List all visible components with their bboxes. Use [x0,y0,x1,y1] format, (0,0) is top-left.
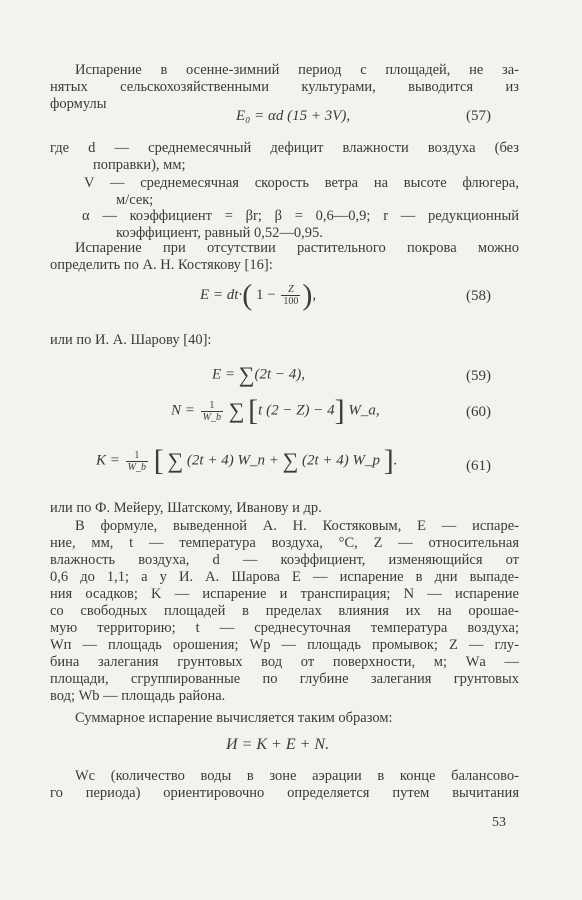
paragraph-line: формулы [50,96,107,112]
eq58-one: 1 − [255,286,276,303]
equation-number: (58) [466,288,491,304]
eq61-tail: . [393,452,398,469]
sum-sign: ∑ [238,362,255,387]
paragraph-line: бина залегания грунтовых вод от поверхности, м; Wа — [50,654,519,670]
eq58-lhs: E = dt· [200,286,243,303]
fraction [281,284,300,307]
paragraph-line: ние, мм, t — температура воздуха, °С, Z — относительная [50,535,519,551]
right-paren: ) [302,278,313,312]
sum-sign: ∑ [228,398,245,423]
eq61-body-2: (2t + 4) W_p [302,452,381,469]
fraction [201,400,223,423]
eq60-body: t (2 − Z) − 4 [258,402,335,419]
paragraph-line: Испарение при отсутствии растительного покрова можно [75,240,519,256]
paragraph-line: В формуле, выведенной А. Н. Костяковым, E — испаре- [75,518,519,534]
paragraph-line: со свободных площадей в пределах влияния их на орошае- [50,603,519,619]
paragraph-line: Испарение в осенне-зимний период с площадей, не за- [75,62,519,78]
denominator: W_b [127,461,146,473]
definition-d: где d — среднемесячный дефицит влажности воздуха (без [50,140,519,156]
paragraph-line: или по Ф. Мейеру, Шатскому, Иванову и др. [50,500,322,516]
right-bracket: ] [383,444,394,477]
equation-59 [212,362,305,388]
left-bracket: [ [248,394,259,427]
definition-d-cont: поправки), мм; [93,157,186,173]
paragraph-line: нятых сельскохозяйственными культурами, выводится из [50,79,519,95]
eq58-tail: , [312,286,317,303]
eq60-tail: W_a, [348,402,380,419]
equation-58 [200,278,317,312]
page-number: 53 [492,815,506,830]
equation-61 [96,444,398,477]
paragraph-line: определить по А. Н. Костякову [16]: [50,257,273,273]
eq60-lhs: N = [171,402,195,419]
equation-57: E₀ = αd (15 + 3V), [236,108,351,124]
equation-total: И = K + E + N. [226,736,330,753]
paragraph-line: Суммарное испарение вычисляется таким образом: [75,710,393,726]
left-paren: ( [242,278,253,312]
paragraph-line: вод; Wb — площадь района. [50,688,226,704]
equation-number: (61) [466,458,491,474]
sum-sign: ∑ [282,448,299,473]
definition-alpha: α — коэффициент = βr; β = 0,6—0,9; r — редукционный [82,208,519,224]
definition-alpha-cont: коэффициент, равный 0,52—0,95. [116,225,323,241]
paragraph-line: мую территорию; t — среднесуточная температура воздуха; [50,620,519,636]
equation-number: (60) [466,404,491,420]
right-bracket: ] [334,394,345,427]
numerator: 1 [201,400,223,412]
paragraph-line: Wп — площадь орошения; Wр — площадь промывок; Z — глу- [50,637,519,653]
definition-v: V — среднемесячная скорость ветра на высоте флюгера, [84,175,519,191]
equation-number: (57) [466,108,491,124]
paragraph-line: го периода) ориентировочно определяется путем вычитания [50,785,519,801]
sum-sign: ∑ [167,448,184,473]
eq59-lhs: E = [212,366,236,383]
denominator: 100 [283,296,299,307]
paragraph-line: влажность воздуха, d — коэффициент, изменяющийся от [50,552,519,568]
eq59-body: (2t − 4), [254,366,306,383]
paragraph-line: площади, сгруппированные по глубине залегания грунтовых [50,671,519,687]
paragraph-line: ния осадков; K — испарение и транспирация; N — испарение [50,586,519,602]
eq61-lhs: K = [96,452,120,469]
denominator: W_b [202,411,221,423]
eq61-body-1: (2t + 4) W_n + [186,452,279,469]
numerator: Z [281,284,300,296]
definition-v-cont: м/сек; [116,192,154,208]
paragraph-line: или по И. А. Шарову [40]: [50,332,212,348]
paragraph-line: 0,6 до 1,1; а у И. А. Шарова E — испарение в дни выпаде- [50,569,519,585]
equation-number: (59) [466,368,491,384]
left-bracket: [ [153,444,164,477]
numerator: 1 [126,450,148,462]
equation-60 [171,394,380,427]
fraction [126,450,148,473]
paragraph-line: Wс (количество воды в зоне аэрации в конце балансово- [75,768,519,784]
